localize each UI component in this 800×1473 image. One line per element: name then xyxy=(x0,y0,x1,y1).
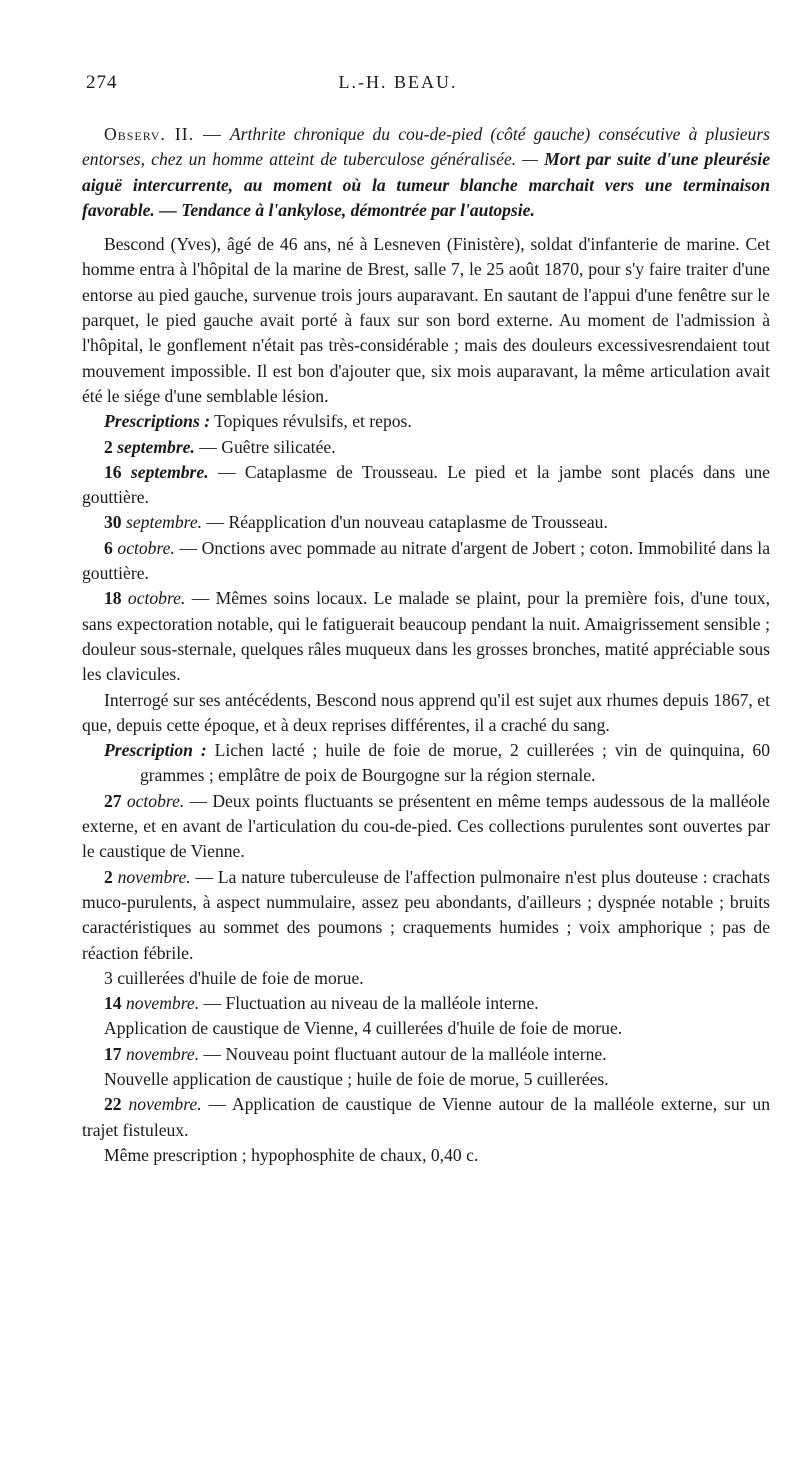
entry-month: octobre. xyxy=(127,588,186,609)
entry-month: novembre. xyxy=(126,1043,200,1064)
entry-text: — Cataplasme de Trousseau. Le pied et la jambe sont placés dans une gouttière. xyxy=(82,461,770,508)
entry-16-septembre xyxy=(82,460,770,511)
page-header xyxy=(86,72,770,102)
entry-day: 16 xyxy=(104,461,122,482)
observation-title-part2: Mort par suite d'une pleurésie aiguë intercurrente, au moment où la tumeur blanche marchait vers une terminaison favorable. — xyxy=(82,149,770,220)
entry-month: octobre. xyxy=(126,790,185,811)
paragraph-meme: Même prescription ; hypophosphite de chaux, 0,40 c. xyxy=(104,1144,479,1165)
entry-month: novembre. xyxy=(128,1094,202,1115)
running-title: L.-H. BEAU. xyxy=(338,72,458,92)
entry-month: novembre. xyxy=(117,866,191,887)
entry-27-octobre xyxy=(82,789,770,865)
entry-text: — Mêmes soins locaux. Le malade se plaint, pour la première fois, d'une toux, sans expectoration notable, qui le fatiguerait beaucoup pendant la nuit. Amaigrissement sensible ; douleur sous-sternale, quelques râles muqueux dans les grosses bronches, matité appréciable sous les clavicules. xyxy=(82,588,771,685)
entry-month: novembre. xyxy=(126,993,200,1014)
entry-month: octobre. xyxy=(117,537,175,558)
entry-17-novembre xyxy=(82,1042,770,1067)
entry-text: — Onctions avec pommade au nitrate d'argent de Jobert ; coton. Immobilité dans la gouttière. xyxy=(82,537,771,584)
paragraph-patient: Bescond (Yves), âgé de 46 ans, né à Lesneven (Finistère), soldat d'infanterie de marine. Cet homme entra à l'hôpital de la marine de Brest, salle 7, le 25 août 1870, pour s'y faire traiter d'une entorse au pied gauche, survenue trois jours auparavant. En sautant de l'appui d'une fenêtre sur le parquet, le pied gauche avait porté à faux sur son bord externe. Au moment de l'admission à l'hôpital, le gonflement n'était pas très-considérable ; mais des douleurs excessivesrendaient tout mouvement impossible. Il est bon d'ajouter que, six mois auparavant, la même articulation avait été le siége d'une semblable lésion. xyxy=(82,234,770,406)
entry-2-novembre xyxy=(82,865,770,966)
entry-month: septembre. xyxy=(126,512,203,533)
page-body xyxy=(82,122,770,1168)
entry-22-novembre xyxy=(82,1092,770,1143)
observation-label: Observ. II. — xyxy=(104,124,222,144)
entry-month: septembre. xyxy=(117,436,195,457)
entry-14-novembre xyxy=(82,991,770,1016)
entry-day: 2 xyxy=(104,866,113,887)
prescriptions-label: Prescriptions : xyxy=(104,411,211,432)
paragraph-application: Application de caustique de Vienne, 4 cuillerées d'huile de foie de morue. xyxy=(104,1018,623,1039)
entry-day: 17 xyxy=(104,1043,122,1064)
observation-heading xyxy=(82,122,770,223)
entry-30-septembre xyxy=(82,510,770,535)
entry-18-octobre xyxy=(82,586,770,687)
entry-day: 2 xyxy=(104,436,113,457)
entry-day: 27 xyxy=(104,790,122,811)
entry-text: — Fluctuation au niveau de la malléole interne. xyxy=(203,993,539,1014)
entry-text: — Réapplication d'un nouveau cataplasme de Trousseau. xyxy=(206,512,608,533)
entry-text: — Guêtre silicatée. xyxy=(199,436,336,457)
paragraph-prescription-2 xyxy=(82,738,770,789)
entry-text: — Nouveau point fluctuant autour de la malléole interne. xyxy=(203,1043,607,1064)
paragraph-interrogation: Interrogé sur ses antécédents, Bescond nous apprend qu'il est sujet aux rhumes depuis 1867, et que, depuis cette époque, et à deux reprises différentes, il a craché du sang. xyxy=(82,689,770,735)
entry-2-septembre xyxy=(82,435,770,460)
entry-day: 14 xyxy=(104,993,122,1014)
paragraph-prescriptions-1 xyxy=(82,409,770,434)
entry-text: — Application de caustique de Vienne autour de la malléole externe, sur un trajet fistuleux. xyxy=(82,1094,770,1140)
page-number: 274 xyxy=(86,72,118,93)
entry-day: 22 xyxy=(104,1094,122,1115)
entry-text: — Deux points fluctuants se présentent en même temps audessous de la malléole externe, et en avant de l'articulation du cou-de-pied. Ces collections purulentes sont ouvertes par le caustique de Vienne. xyxy=(82,790,770,862)
entry-day: 30 xyxy=(104,512,122,533)
paragraph-huile: 3 cuillerées d'huile de foie de morue. xyxy=(104,967,364,988)
entry-text: — La nature tuberculeuse de l'affection pulmonaire n'est plus douteuse : crachats muco-purulents, à aspect nummulaire, assez peu abondants, d'ailleurs ; dyspnée notable ; bruits caractéristiques au sommet des poumons ; craquements humides ; voix amphorique ; pas de réaction fébrile. xyxy=(82,866,771,963)
paragraph-nouvelle: Nouvelle application de caustique ; huile de foie de morue, 5 cuillerées. xyxy=(104,1068,609,1089)
entry-6-octobre xyxy=(82,536,770,587)
observation-title-part3: Tendance à l'ankylose, démontrée par l'autopsie. xyxy=(181,199,535,220)
prescriptions-text: Topiques révulsifs, et repos. xyxy=(214,411,412,432)
entry-day: 6 xyxy=(104,537,113,558)
observation-title-part1: Arthrite chronique du cou-de-pied (côté gauche) consécutive à plusieurs entorses, chez un homme atteint de tuberculose généralisée. — xyxy=(82,124,771,170)
entry-month: septembre. xyxy=(130,461,209,482)
prescription-label: Prescription : xyxy=(104,740,207,761)
prescription-text: Lichen lacté ; huile de foie de morue, 2 cuillerées ; vin de quinquina, 60 grammes ; emplâtre de poix de Bourgogne sur la région sternale. xyxy=(140,740,770,786)
entry-day: 18 xyxy=(104,588,122,609)
